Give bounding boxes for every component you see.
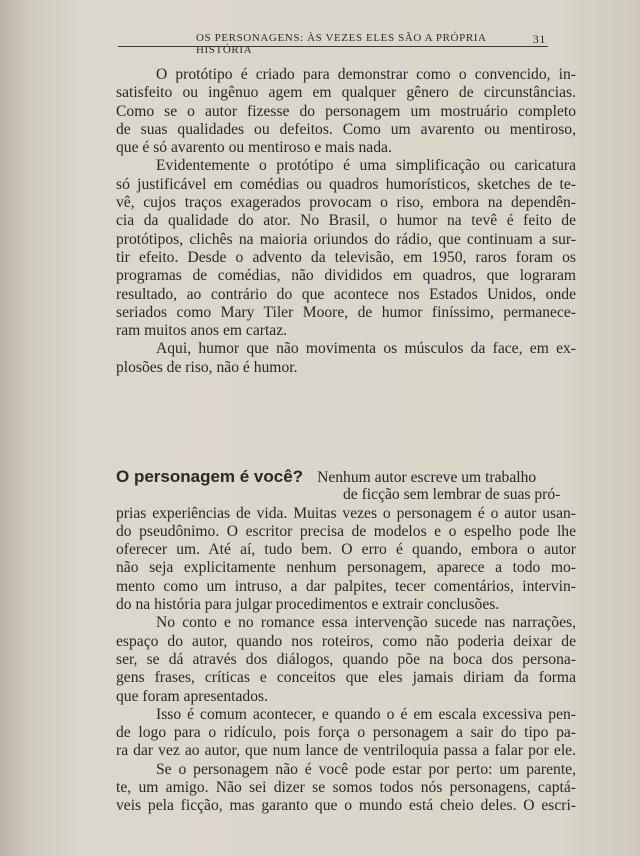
text-line: te, um amigo. Não sei dizer se somos todos nós personagens, captá- — [116, 779, 576, 797]
text-line: O protótipo é criado para demonstrar como o convencido, in- — [156, 66, 576, 83]
text-line: de logo para o ridículo, pois força o personagem a sair do tipo pa- — [116, 724, 576, 742]
text-line: tir efeito. Desde o advento da televisão, em 1950, raros foram os — [116, 248, 576, 266]
header-rule — [118, 46, 548, 47]
text-line: protótipos, clichês na maioria oriundos do rádio, que continuam a sur- — [116, 230, 576, 248]
text-line: Se o personagem não é você pode estar por perto: um parente, — [156, 760, 576, 778]
text-line: No conto e no romance essa intervenção sucede nas narrações, — [156, 614, 576, 632]
text-line: mento como um intruso, a dar palpites, tecer comentários, intervin- — [116, 577, 576, 595]
text-line: que é só avarento ou mentiroso e mais nada. — [116, 139, 392, 157]
text-line: Como se o autor fizesse do personagem um mostruário completo — [116, 102, 576, 120]
text-line: oferecer um. Até aí, tudo bem. O erro é quando, embora o autor — [116, 541, 576, 559]
text-line: Aqui, humor que não movimenta os músculos da face, em ex- — [156, 340, 576, 358]
text-line: resultado, ao contrário do que acontece nos Estados Unidos, onde — [116, 285, 576, 303]
text-line: Evidentemente o protótipo é uma simplificação ou caricatura — [156, 157, 576, 175]
text-line: plosões de riso, não é humor. — [116, 358, 298, 376]
text-line: do pseudônimo. O escritor precisa de modelos e o espelho pode lhe — [116, 522, 576, 540]
section-heading: O personagem é você? — [116, 467, 304, 486]
text-line: vê, cujos traços exagerados provocam o riso, embora na dependên- — [116, 194, 576, 212]
text-line: gens frases, críticas e conceitos que eles jamais diriam da forma — [116, 669, 576, 687]
running-header — [196, 32, 546, 56]
text-line: veis pela ficção, mas garanto que o mundo está cheio deles. O escri- — [116, 797, 576, 815]
text-line: de suas qualidades ou defeitos. Como um avarento ou mentiroso, — [116, 120, 576, 138]
text-line: Isso é comum acontecer, e quando o é em escala excessiva pen- — [156, 705, 576, 723]
text-line: prias experiências de vida. Muitas vezes o personagem é o autor usan- — [116, 504, 576, 522]
text-line: de ficção sem lembrar de suas pró- — [343, 486, 561, 504]
page-number: 31 — [532, 32, 546, 46]
text-line-start: Nenhum autor escreve um trabalho — [317, 469, 537, 486]
running-title: OS PERSONAGENS: ÀS VEZES ELES SÃO A PRÓPRIA HISTÓRIA — [196, 32, 486, 56]
text-line: cia da qualidade do ator. No Brasil, o humor na tevê é feito de — [116, 212, 576, 230]
text-line: que foram apresentados. — [116, 687, 268, 705]
text-line: satisfeito ou ingênuo agem em qualquer gênero de circunstâncias. — [116, 84, 576, 102]
text-line: ram muitos anos em cartaz. — [116, 322, 288, 340]
text-line: do na história para julgar procedimentos e extrair conclusões. — [116, 596, 500, 614]
text-line: programas de comédias, não divididos em quadros, que lograram — [116, 267, 576, 285]
text-line: seriados como Mary Tiler Moore, de humor finíssimo, permanece- — [116, 303, 576, 321]
text-line: não seja explicitamente nenhum personagem, aparece a todo mo- — [116, 559, 576, 577]
text-line: espaço do autor, quando nos roteiros, como não poderia deixar de — [116, 632, 576, 650]
section-prototype-text — [116, 66, 576, 377]
text-line: ra dar vez ao autor, que num lance de ventriloquia passa a falar por ele. — [116, 742, 576, 760]
heading-line — [116, 468, 576, 486]
text-line: ser, se dá através dos diálogos, quando põe na boca dos persona- — [116, 650, 576, 668]
text-line: só justificável em comédias ou quadros humorísticos, sketches de te- — [116, 175, 576, 193]
section-character-text — [116, 468, 576, 816]
